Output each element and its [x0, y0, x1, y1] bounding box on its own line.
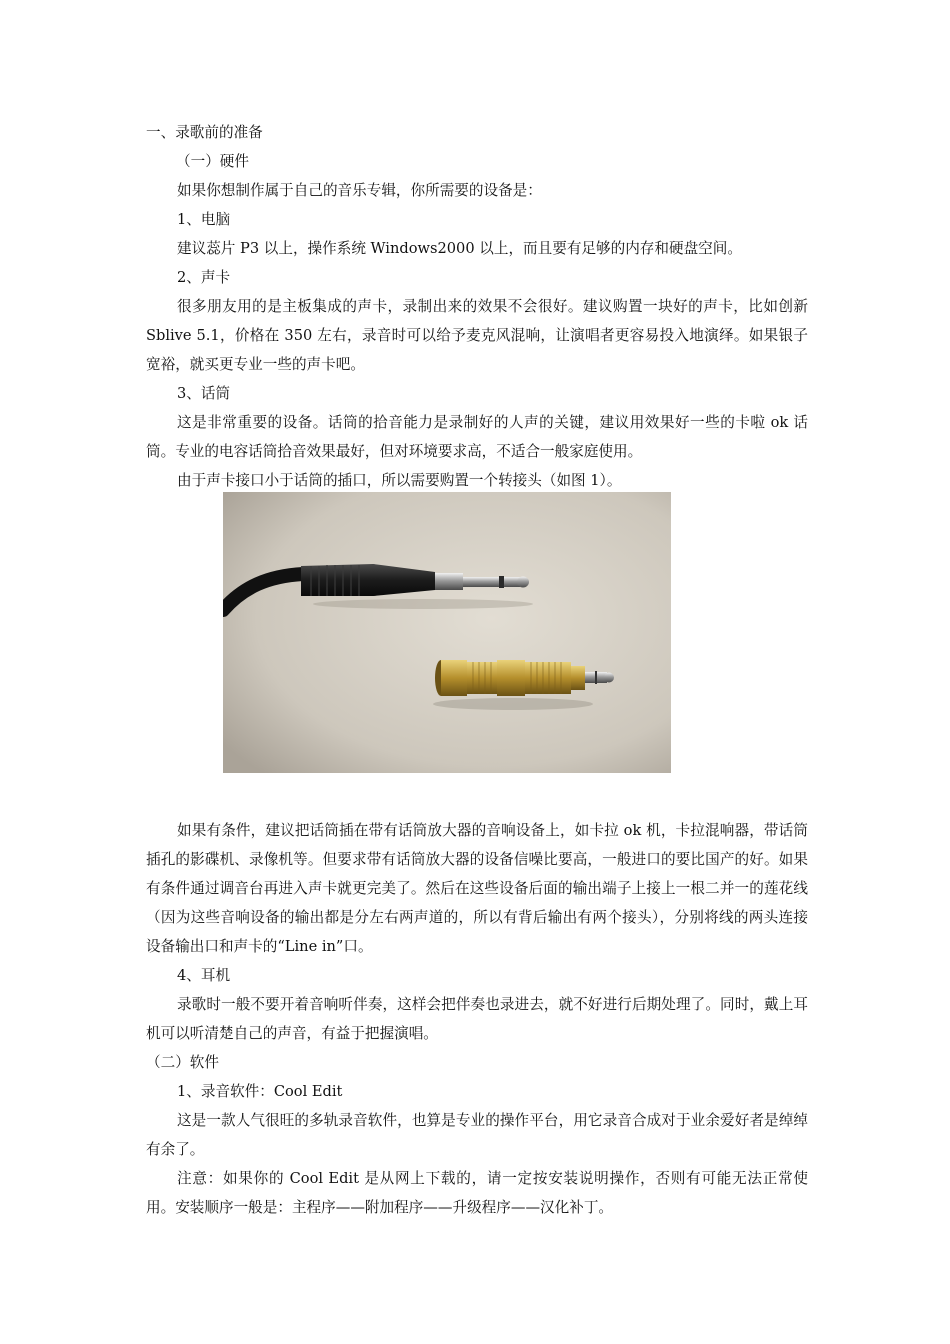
paragraph-install-note: 注意：如果你的 Cool Edit 是从网上下载的，请一定按安装说明操作，否则有可能无法正常使用。安装顺序一般是：主程序——附加程序——升级程序——汉化补丁。	[146, 1170, 808, 1216]
item-heading-headphones: 4、耳机	[177, 967, 231, 984]
section-heading: 一、录歌前的准备	[146, 124, 263, 141]
paragraph-microphone: 这是非常重要的设备。话筒的拾音能力是录制好的人声的关键，建议用效果好一些的卡啦 ok 话筒。专业的电容话筒拾音效果最好，但对环境要求高，不适合一般家庭使用。	[146, 414, 808, 460]
paragraph-headphones: 录歌时一般不要开着音响听伴奏，这样会把伴奏也录进去，就不好进行后期处理了。同时，戴上耳机可以听清楚自己的声音，有益于把握演唱。	[146, 996, 808, 1042]
paragraph-intro: 如果你想制作属于自己的音乐专辑，你所需要的设备是：	[177, 182, 542, 199]
paragraph-soundcard: 很多朋友用的是主板集成的声卡，录制出来的效果不会很好。建议购置一块好的声卡，比如创新 Sblive 5.1，价格在 350 左右，录音时可以给予麦克风混响，让演唱者更容易投入地演绎。如果银子宽裕，就买更专业一些的声卡吧。	[146, 298, 808, 373]
item-heading-soundcard: 2、声卡	[177, 269, 231, 286]
item-heading-computer: 1、电脑	[177, 211, 231, 228]
paragraph-adapter: 由于声卡接口小于话筒的插口，所以需要购置一个转接头（如图 1）。	[177, 472, 622, 489]
paragraph-recording-software: 这是一款人气很旺的多轨录音软件，也算是专业的操作平台，用它录音合成对于业余爱好者是绰绰有余了。	[146, 1112, 808, 1158]
item-heading-recording-software: 1、录音软件：Cool Edit	[177, 1083, 343, 1100]
subsection-heading-hardware: （一）硬件	[176, 153, 249, 170]
paragraph-amplifier: 如果有条件，建议把话筒插在带有话筒放大器的音响设备上，如卡拉 ok 机，卡拉混响器，带话筒插孔的影碟机、录像机等。但要求带有话筒放大器的设备信噪比要高，一般进口的要比国产的好。如果有条件通过调音台再进入声卡就更完美了。然后在这些设备后面的输出端子上接上一根二并一的莲花线（因为这些音响设备的输出都是分左右两声道的，所以有背后输出有两个接头），分别将线的两头连接设备输出口和声卡的“Line in”口。	[146, 822, 808, 955]
subsection-heading-software: （二）软件	[146, 1054, 219, 1071]
item-heading-microphone: 3、话筒	[177, 385, 231, 402]
document-body-bottom	[146, 816, 808, 1222]
document-body-top	[146, 118, 808, 495]
figure-adapter-photo	[223, 492, 671, 773]
adapter-photo-image	[223, 492, 671, 773]
paragraph-computer: 建议蕊片 P3 以上，操作系统 Windows2000 以上，而且要有足够的内存和硬盘空间。	[177, 240, 742, 257]
